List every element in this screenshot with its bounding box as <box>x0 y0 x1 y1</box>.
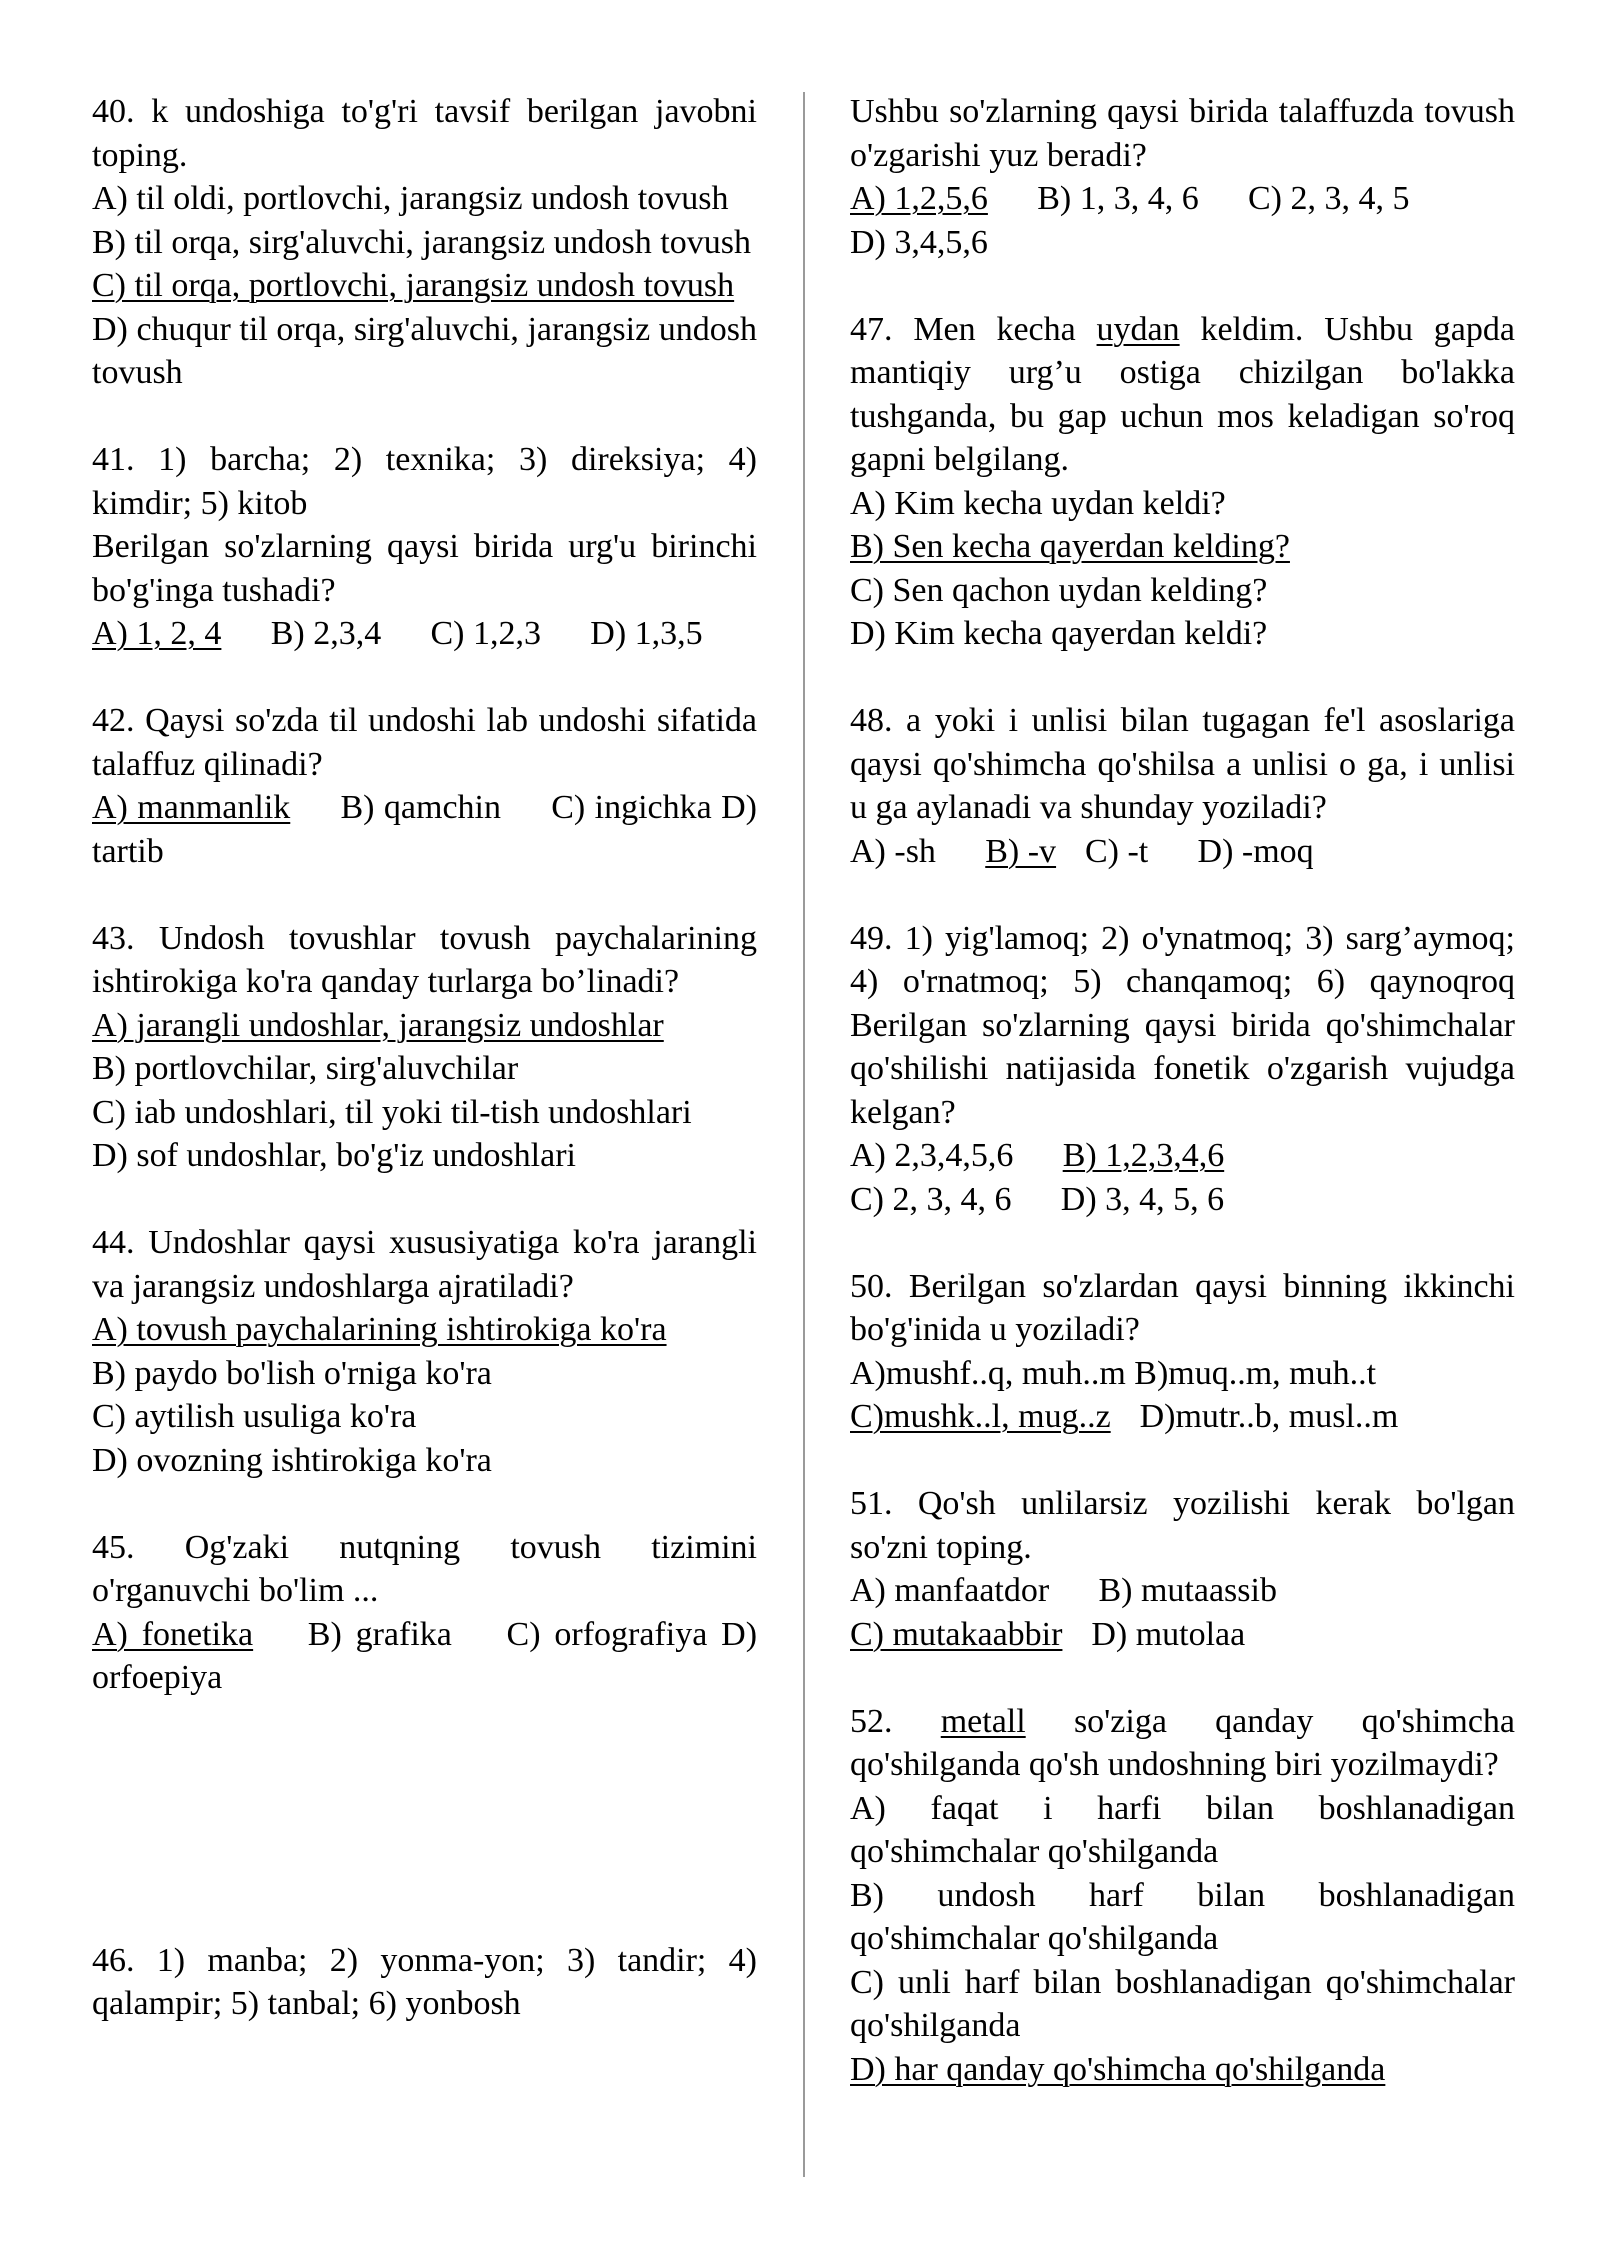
option-d: D) 3,4,5,6 <box>850 223 988 261</box>
left-column <box>92 90 757 2069</box>
question-40 <box>92 90 757 395</box>
question-text-after: keldim. Ushbu gapda mantiqiy urg’u ostiga chizilgan bo'lakka tushganda, bu gap uchun mos keladigan so'roq gapni belgilang. <box>850 310 1515 478</box>
option-b: B) portlovchilar, sirg'aluvchilar <box>92 1050 519 1087</box>
option-b: B) paydo bo'lish o'rniga ko'ra <box>92 1354 492 1392</box>
option-c: C) unli harf bilan boshlanadigan qo'shimchalar qo'shilganda <box>850 1963 1515 2044</box>
question-52 <box>850 1700 1515 2092</box>
option-c-correct: C) mutakaabbir <box>850 1615 1063 1653</box>
question-text: 46. 1) manba; 2) yonma-yon; 3) tandir; 4) qalampir; 5) tanbal; 6) yonbosh <box>92 1941 757 2022</box>
question-prompt: Berilgan so'zlarning qaysi birida urg'u birinchi bo'g'inga tushadi? <box>92 528 757 609</box>
option-c-correct: C)mushk..l, mug..z <box>850 1398 1111 1435</box>
option-b: B) undosh harf bilan boshlanadigan qo'shimchalar qo'shilganda <box>850 1876 1515 1957</box>
option-d: D) tartib <box>92 789 758 870</box>
option-a-correct: A) 1,2,5,6 <box>850 180 988 217</box>
question-number: 52. <box>850 1702 893 1740</box>
options-row-1 <box>850 1569 1515 1613</box>
question-text: 43. Undosh tovushlar tovush paychalarining ishtirokiga ko'ra qanday turlarga bo’linadi? <box>92 919 757 1000</box>
question-text: 40. k undoshiga to'g'ri tavsif berilgan javobni toping. <box>92 93 757 174</box>
option-a: A) 2,3,4,5,6 <box>850 1137 1014 1174</box>
option-b-correct: B) -v <box>985 832 1057 870</box>
options-row-2 <box>850 1178 1515 1222</box>
options-row-1 <box>850 1134 1515 1178</box>
option-a-correct: A) jarangli undoshlar, jarangsiz undoshlar <box>92 1006 664 1044</box>
options-row-2 <box>850 1395 1515 1439</box>
question-text-after: so'ziga qanday qo'shimcha qo'shilganda qo'sh undoshning biri yozilmaydi? <box>850 1702 1515 1783</box>
option-b: B)muq..m, muh..t <box>1134 1354 1377 1392</box>
question-text <box>850 308 1515 482</box>
option-b-correct: B) Sen kecha qayerdan kelding? <box>850 528 1290 565</box>
underlined-word: uydan <box>1096 310 1180 348</box>
option-a-correct: A) fonetika <box>92 1615 254 1653</box>
option-d: D) 3, 4, 5, 6 <box>1060 1180 1225 1218</box>
options-row <box>92 786 757 873</box>
option-d: D) ovozning ishtirokiga ko'ra <box>92 1441 492 1479</box>
question-45 <box>92 1526 757 1700</box>
option-c: C) 1,2,3 <box>430 615 541 652</box>
option-d: D) -moq <box>1197 832 1314 870</box>
underlined-word: metall <box>940 1702 1026 1740</box>
option-b: B) qamchin <box>340 789 501 826</box>
question-51 <box>850 1482 1515 1656</box>
question-text: 44. Undoshlar qaysi xususiyatiga ko'ra jarangli va jarangsiz undoshlarga ajratiladi? <box>92 1224 757 1305</box>
question-41 <box>92 438 757 656</box>
option-d: D) chuqur til orqa, sirg'aluvchi, jarangsiz undosh tovush <box>92 310 757 391</box>
option-c: C) 2, 3, 4, 6 <box>850 1180 1012 1218</box>
option-d: D) sof undoshlar, bo'g'iz undoshlari <box>92 1137 576 1174</box>
option-d-correct: D) har qanday qo'shimcha qo'shilganda <box>850 2050 1386 2088</box>
option-c-text: orfografiya <box>554 1615 708 1653</box>
option-c-correct: C) til orqa, portlovchi, jarangsiz undosh tovush <box>92 267 735 304</box>
option-a: A) Kim kecha uydan keldi? <box>850 484 1226 522</box>
option-c: C) <box>506 1615 541 1653</box>
option-c: C) -t <box>1084 832 1149 870</box>
column-divider <box>803 92 805 2177</box>
options-row-1 <box>850 1352 1515 1396</box>
option-b: B) til orqa, sirg'aluvchi, jarangsiz undosh tovush <box>92 223 751 261</box>
question-text: 42. Qaysi so'zda til undoshi lab undoshi sifatida talaffuz qilinadi? <box>92 702 757 783</box>
right-column <box>850 90 1515 2135</box>
question-text: 45. Og'zaki nutqning tovush tizimini o'rganuvchi bo'lim ... <box>92 1528 757 1609</box>
options-row <box>850 177 1515 221</box>
option-d: D) 1,3,5 <box>590 615 703 652</box>
option-a: A) faqat i harfi bilan boshlanadigan qo'shimchalar qo'shilganda <box>850 1789 1515 1870</box>
question-50 <box>850 1265 1515 1439</box>
option-c: C) aytilish usuliga ko'ra <box>92 1398 417 1435</box>
question-text: 49. 1) yig'lamoq; 2) o'ynatmoq; 3) sarg’aymoq; 4) o'rnatmoq; 5) chanqamoq; 6) qaynoqroq Berilgan so'zlarning qaysi birida qo'shimchalar qo'shilishi natijasida fonetik o'zgarish vujudga kelgan? <box>850 919 1515 1131</box>
question-42 <box>92 699 757 873</box>
question-text-before: 47. Men kecha <box>850 310 1097 348</box>
option-c: C) 2, 3, 4, 5 <box>1247 180 1410 217</box>
question-44 <box>92 1221 757 1482</box>
option-b: B) mutaassib <box>1098 1572 1277 1609</box>
option-b-correct: B) 1,2,3,4,6 <box>1062 1137 1225 1174</box>
question-46 <box>92 1939 757 2026</box>
option-a: A) til oldi, portlovchi, jarangsiz undosh tovush <box>92 180 729 217</box>
option-d: D) Kim kecha qayerdan keldi? <box>850 615 1268 652</box>
question-47 <box>850 308 1515 656</box>
options-row <box>92 1613 757 1700</box>
question-text: 41. 1) barcha; 2) texnika; 3) direksiya; 4) kimdir; 5) kitob <box>92 441 757 522</box>
option-a: A) manfaatdor <box>850 1572 1050 1609</box>
options-row-2 <box>850 1613 1515 1657</box>
question-text <box>850 1700 1515 1787</box>
option-b: B) grafika <box>307 1615 452 1653</box>
option-d: D) mutolaa <box>1091 1615 1246 1653</box>
option-a-correct: A) manmanlik <box>92 789 291 826</box>
question-text: 48. a yoki i unlisi bilan tugagan fe'l asoslariga qaysi qo'shimcha qo'shilsa a unlisi o ga, i unlisi u ga aylanadi va shunday yoziladi? <box>850 702 1515 826</box>
question-text: 51. Qo'sh unlilarsiz yozilishi kerak bo'lgan so'zni toping. <box>850 1485 1515 1566</box>
question-48 <box>850 699 1515 873</box>
option-c: C) Sen qachon uydan kelding? <box>850 571 1268 609</box>
option-a: A)mushf..q, muh..m <box>850 1354 1126 1392</box>
option-b: B) 1, 3, 4, 6 <box>1037 180 1199 217</box>
option-c: C) <box>551 789 586 826</box>
question-text: 50. Berilgan so'zlardan qaysi binning ikkinchi bo'g'inida u yoziladi? <box>850 1267 1515 1348</box>
question-43 <box>92 917 757 1178</box>
option-a-correct: A) 1, 2, 4 <box>92 615 222 652</box>
option-a-correct: A) tovush paychalarining ishtirokiga ko'ra <box>92 1311 667 1348</box>
option-b: B) 2,3,4 <box>270 615 382 652</box>
option-c: C) iab undoshlari, til yoki til-tish undoshlari <box>92 1093 692 1131</box>
option-d: D)mutr..b, musl..m <box>1139 1398 1399 1435</box>
option-a: A) -sh <box>850 832 936 870</box>
options-row <box>850 830 1515 874</box>
question-49 <box>850 917 1515 1222</box>
question-46-continued <box>850 90 1515 264</box>
option-d: D) orfoepiya <box>92 1615 758 1696</box>
options-row <box>92 612 757 656</box>
option-c-text: ingichka <box>594 789 712 826</box>
question-prompt: Ushbu so'zlarning qaysi birida talaffuzda tovush o'zgarishi yuz beradi? <box>850 93 1515 174</box>
